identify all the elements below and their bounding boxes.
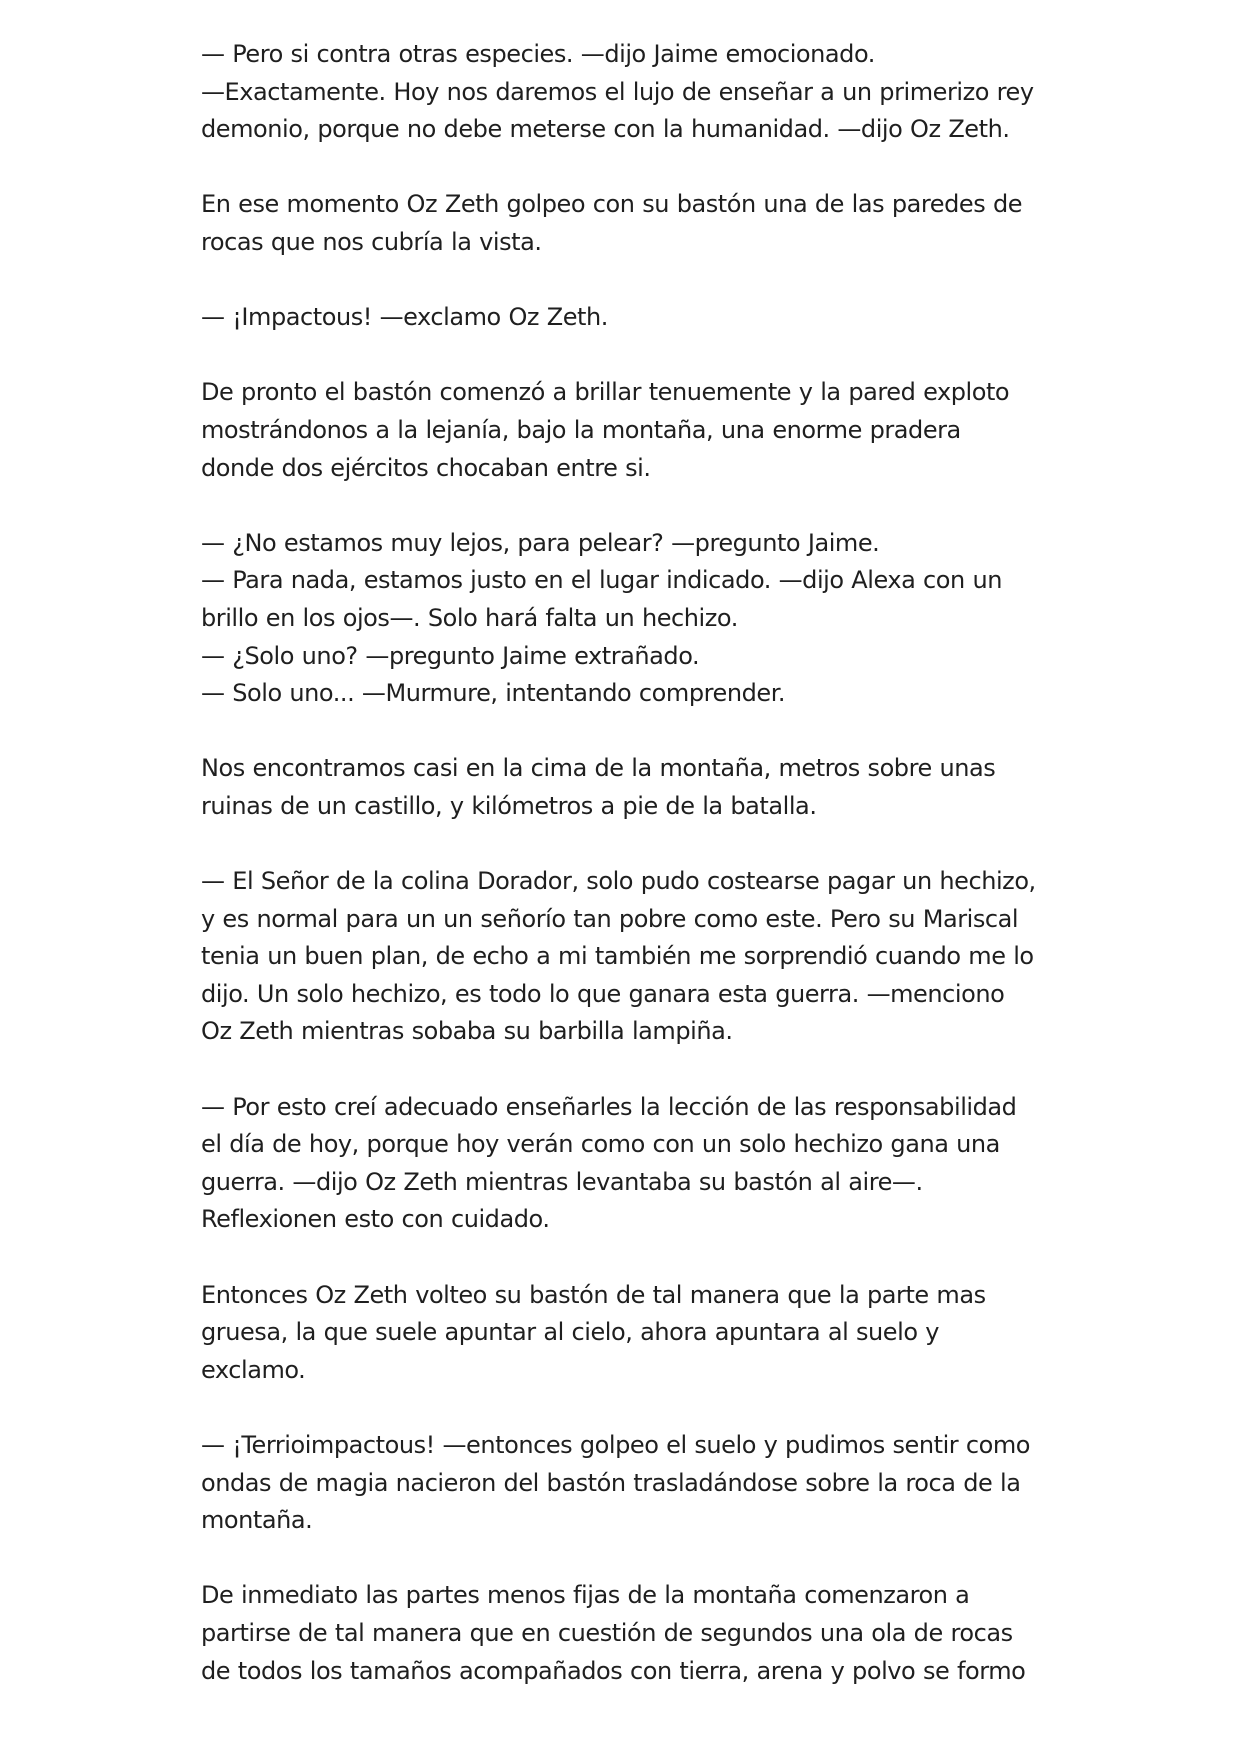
- document-page: [201, 36, 1061, 1728]
- text-line: — El Señor de la colina Dorador, solo pudo costearse pagar un hechizo,: [201, 867, 1036, 896]
- text-line: Oz Zeth mientras sobaba su barbilla lampiña.: [201, 1017, 733, 1046]
- text-line: De pronto el bastón comenzó a brillar tenuemente y la pared exploto: [201, 378, 1010, 407]
- paragraph: [201, 750, 1061, 825]
- text-line: gruesa, la que suele apuntar al cielo, ahora apuntara al suelo y: [201, 1318, 940, 1347]
- text-line: exclamo.: [201, 1355, 306, 1384]
- text-line: dijo. Un solo hechizo, es todo lo que ganara esta guerra. —menciono: [201, 979, 1005, 1008]
- text-line: En ese momento Oz Zeth golpeo con su bastón una de las paredes de: [201, 190, 1023, 219]
- text-line: ondas de magia nacieron del bastón trasladándose sobre la roca de la: [201, 1468, 1021, 1497]
- text-line: rocas que nos cubría la vista.: [201, 227, 542, 256]
- paragraph: [201, 186, 1061, 261]
- paragraph: [201, 1089, 1061, 1239]
- text-line: tenia un buen plan, de echo a mi también me sorprendió cuando me lo: [201, 942, 1034, 971]
- text-line: ruinas de un castillo, y kilómetros a pie de la batalla.: [201, 791, 817, 820]
- text-line: el día de hoy, porque hoy verán como con un solo hechizo gana una: [201, 1130, 1000, 1159]
- text-line: brillo en los ojos—. Solo hará falta un hechizo.: [201, 603, 738, 632]
- paragraph: [201, 374, 1061, 487]
- text-line: guerra. —dijo Oz Zeth mientras levantaba su bastón al aire—.: [201, 1167, 923, 1196]
- paragraph: [201, 863, 1061, 1051]
- text-line: de todos los tamaños acompañados con tierra, arena y polvo se formo: [201, 1656, 1026, 1685]
- paragraph: [201, 36, 1061, 149]
- text-line: donde dos ejércitos chocaban entre si.: [201, 453, 651, 482]
- text-line: y es normal para un un señorío tan pobre como este. Pero su Mariscal: [201, 904, 1019, 933]
- text-line: — ¡Impactous! —exclamo Oz Zeth.: [201, 303, 608, 332]
- text-line: — ¿No estamos muy lejos, para pelear? —pregunto Jaime.: [201, 528, 880, 557]
- text-line: — Por esto creí adecuado enseñarles la lección de las responsabilidad: [201, 1092, 1017, 1121]
- paragraph: [201, 1577, 1061, 1690]
- text-line: — ¡Terrioimpactous! —entonces golpeo el suelo y pudimos sentir como: [201, 1430, 1031, 1459]
- text-line: — Para nada, estamos justo en el lugar indicado. —dijo Alexa con un: [201, 566, 1003, 595]
- paragraph: [201, 1427, 1061, 1540]
- text-line: demonio, porque no debe meterse con la humanidad. —dijo Oz Zeth.: [201, 115, 1010, 144]
- text-line: Nos encontramos casi en la cima de la montaña, metros sobre unas: [201, 754, 996, 783]
- text-line: — ¿Solo uno? —pregunto Jaime extrañado.: [201, 641, 700, 670]
- text-line: De inmediato las partes menos fijas de la montaña comenzaron a: [201, 1581, 970, 1610]
- text-line: —Exactamente. Hoy nos daremos el lujo de enseñar a un primerizo rey: [201, 77, 1034, 106]
- text-line: Entonces Oz Zeth volteo su bastón de tal manera que la parte mas: [201, 1280, 986, 1309]
- text-line: montaña.: [201, 1506, 313, 1535]
- text-line: mostrándonos a la lejanía, bajo la montaña, una enorme pradera: [201, 415, 961, 444]
- text-line: — Solo uno... —Murmure, intentando comprender.: [201, 679, 786, 708]
- text-line: Reflexionen esto con cuidado.: [201, 1205, 550, 1234]
- paragraph: [201, 1277, 1061, 1390]
- paragraph: [201, 525, 1061, 713]
- text-line: partirse de tal manera que en cuestión de segundos una ola de rocas: [201, 1618, 1013, 1647]
- paragraph: [201, 299, 1061, 337]
- text-line: — Pero si contra otras especies. —dijo Jaime emocionado.: [201, 40, 875, 68]
